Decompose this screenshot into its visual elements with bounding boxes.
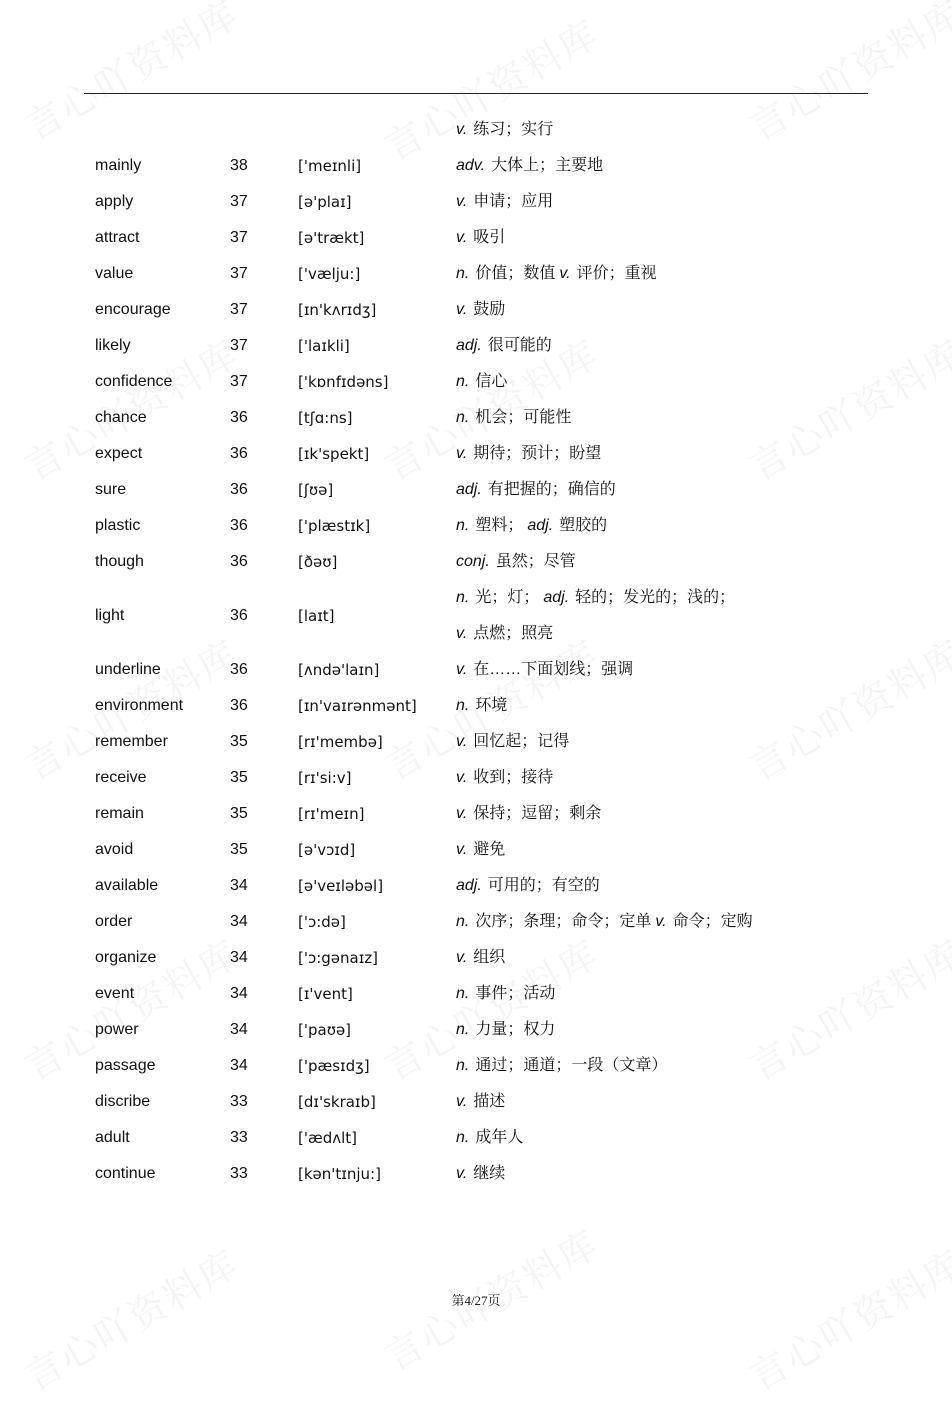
word-cell: chance	[95, 409, 147, 426]
part-of-speech: v.	[456, 733, 468, 750]
phonetic-cell: ['ædʌlt]	[298, 1129, 358, 1147]
phonetic-cell: [laɪt]	[298, 607, 335, 625]
table-row	[0, 976, 952, 1012]
table-row	[0, 832, 952, 868]
meaning: 回忆起；记得	[473, 733, 570, 750]
frequency-cell: 36	[230, 661, 248, 678]
meaning: 光；灯；	[475, 589, 540, 606]
definition-line	[456, 184, 553, 220]
word-cell: passage	[95, 1057, 156, 1074]
word-cell: likely	[95, 337, 131, 354]
frequency-cell: 33	[230, 1129, 248, 1146]
part-of-speech: n.	[456, 913, 470, 930]
part-of-speech: v.	[456, 769, 468, 786]
phonetic-cell: ['ɔ:də]	[298, 913, 346, 931]
part-of-speech: v.	[456, 625, 468, 642]
part-of-speech: adj.	[456, 877, 482, 894]
definition-line	[456, 292, 505, 328]
meaning: 可用的；有空的	[487, 877, 600, 894]
definition-cell	[456, 256, 657, 292]
definition-line	[456, 616, 553, 652]
table-row	[0, 760, 952, 796]
definition-cell	[456, 724, 569, 760]
word-cell: underline	[95, 661, 161, 678]
table-row	[0, 1048, 952, 1084]
part-of-speech: adv.	[456, 157, 486, 174]
part-of-speech: v.	[456, 193, 468, 210]
phonetic-cell: [tʃɑ:ns]	[298, 409, 353, 427]
table-row	[0, 580, 952, 652]
definition-line	[456, 976, 555, 1012]
table-row	[0, 328, 952, 364]
table-row	[0, 220, 952, 256]
part-of-speech: v.	[456, 445, 468, 462]
table-row	[0, 544, 952, 580]
meaning: 命令；定购	[672, 913, 753, 930]
phonetic-cell: ['vælju:]	[298, 265, 361, 283]
meaning: 轻的；发光的；浅的；	[575, 589, 736, 606]
definition-cell	[456, 760, 553, 796]
definition-cell	[456, 184, 553, 220]
part-of-speech: n.	[456, 697, 470, 714]
definition-line	[456, 220, 505, 256]
frequency-cell: 33	[230, 1093, 248, 1110]
table-row	[0, 436, 952, 472]
frequency-cell: 36	[230, 445, 248, 462]
table-row	[0, 904, 952, 940]
definition-cell	[456, 1012, 555, 1048]
meaning: 练习；实行	[473, 121, 554, 138]
word-cell: power	[95, 1021, 139, 1038]
definition-cell	[456, 832, 505, 868]
word-cell: confidence	[95, 373, 173, 390]
frequency-cell: 36	[230, 553, 248, 570]
phonetic-cell: ['paʊə]	[298, 1021, 352, 1039]
phonetic-cell: ['laɪkli]	[298, 337, 350, 355]
word-cell: event	[95, 985, 135, 1002]
table-row	[0, 724, 952, 760]
word-cell: adult	[95, 1129, 130, 1146]
phonetic-cell: [ɪn'kʌrɪdʒ]	[298, 301, 377, 319]
watermark-text	[737, 1234, 952, 1401]
phonetic-cell: [dɪ'skraɪb]	[298, 1093, 376, 1111]
definition-line	[456, 148, 603, 184]
word-cell: though	[95, 553, 144, 570]
frequency-cell: 37	[230, 193, 248, 210]
definition-cell	[456, 544, 576, 580]
definition-cell	[456, 400, 571, 436]
meaning: 保持；逗留；剩余	[473, 805, 602, 822]
frequency-cell: 36	[230, 697, 248, 714]
meaning: 事件；活动	[475, 985, 556, 1002]
definition-line	[456, 544, 576, 580]
meaning: 机会；可能性	[475, 409, 572, 426]
table-row	[0, 112, 952, 148]
part-of-speech: n.	[456, 589, 470, 606]
meaning: 力量；权力	[475, 1021, 556, 1038]
definition-cell	[456, 472, 616, 508]
phonetic-cell: [ɪ'vent]	[298, 985, 353, 1003]
phonetic-cell: [kən'tɪnju:]	[298, 1165, 381, 1183]
phonetic-cell: [ə'veɪləbəl]	[298, 877, 384, 895]
table-row	[0, 364, 952, 400]
word-cell: continue	[95, 1165, 156, 1182]
table-row	[0, 1156, 952, 1192]
part-of-speech: v.	[456, 301, 468, 318]
definition-line	[456, 760, 553, 796]
part-of-speech: v.	[655, 913, 667, 930]
meaning: 价值；数值	[475, 265, 556, 282]
part-of-speech: n.	[456, 373, 470, 390]
definition-line	[456, 832, 505, 868]
part-of-speech: adj.	[456, 481, 482, 498]
part-of-speech: n.	[456, 985, 470, 1002]
definition-line	[456, 580, 735, 616]
frequency-cell: 34	[230, 877, 248, 894]
frequency-cell: 37	[230, 301, 248, 318]
definition-line	[456, 796, 601, 832]
meaning: 塑胶的	[559, 517, 608, 534]
meaning: 大体上；主要地	[491, 157, 604, 174]
meaning: 评价；重视	[576, 265, 657, 282]
meaning: 有把握的；确信的	[487, 481, 616, 498]
definition-line	[456, 112, 553, 148]
meaning: 期待；预计；盼望	[473, 445, 602, 462]
table-row	[0, 508, 952, 544]
part-of-speech: v.	[456, 1165, 468, 1182]
part-of-speech: v.	[559, 265, 571, 282]
frequency-cell: 38	[230, 157, 248, 174]
phonetic-cell: ['plæstɪk]	[298, 517, 371, 535]
table-row	[0, 472, 952, 508]
meaning: 塑料；	[475, 517, 524, 534]
definition-line	[456, 1084, 505, 1120]
part-of-speech: adj.	[527, 517, 554, 534]
definition-cell	[456, 904, 753, 940]
meaning: 在……下面划线；强调	[473, 661, 634, 678]
definition-line	[456, 724, 569, 760]
definition-cell	[456, 364, 507, 400]
word-cell: value	[95, 265, 134, 282]
definition-cell	[456, 292, 505, 328]
definition-line	[456, 1120, 523, 1156]
table-row	[0, 796, 952, 832]
definition-cell	[456, 112, 553, 148]
word-cell: mainly	[95, 157, 142, 174]
definition-cell	[456, 508, 607, 544]
definition-cell	[456, 1120, 523, 1156]
phonetic-cell: [ə'vɔɪd]	[298, 841, 356, 859]
part-of-speech: n.	[456, 1021, 470, 1038]
word-cell: available	[95, 877, 159, 894]
table-row	[0, 868, 952, 904]
word-cell: encourage	[95, 301, 171, 318]
phonetic-cell: ['ɔ:gənaɪz]	[298, 949, 379, 967]
word-cell: order	[95, 913, 133, 930]
word-cell: expect	[95, 445, 143, 462]
part-of-speech: conj.	[456, 553, 490, 570]
definition-line	[456, 1156, 505, 1192]
phonetic-cell: [ə'plaɪ]	[298, 193, 352, 211]
frequency-cell: 35	[230, 805, 248, 822]
table-row	[0, 184, 952, 220]
definition-line	[456, 1012, 555, 1048]
definition-line	[456, 940, 505, 976]
definition-line	[456, 652, 633, 688]
phonetic-cell: [ɪn'vaɪrənmənt]	[298, 697, 417, 715]
definition-line	[456, 688, 507, 724]
definition-cell	[456, 328, 552, 364]
meaning: 避免	[473, 841, 506, 858]
frequency-cell: 36	[230, 607, 248, 624]
phonetic-cell: ['meɪnli]	[298, 157, 362, 175]
vocabulary-table	[0, 112, 952, 1192]
frequency-cell: 34	[230, 1021, 248, 1038]
frequency-cell: 36	[230, 481, 248, 498]
frequency-cell: 36	[230, 409, 248, 426]
part-of-speech: adj.	[456, 337, 482, 354]
definition-line	[456, 256, 657, 292]
frequency-cell: 36	[230, 517, 248, 534]
definition-line	[456, 1048, 667, 1084]
definition-cell	[456, 1048, 667, 1084]
phonetic-cell: [rɪ'meɪn]	[298, 805, 365, 823]
table-row	[0, 400, 952, 436]
definition-cell	[456, 220, 505, 256]
frequency-cell: 34	[230, 913, 248, 930]
definition-cell	[456, 1156, 505, 1192]
table-row	[0, 1120, 952, 1156]
part-of-speech: n.	[456, 517, 470, 534]
definition-line	[456, 508, 607, 544]
frequency-cell: 37	[230, 373, 248, 390]
phonetic-cell: ['pæsɪdʒ]	[298, 1057, 370, 1075]
table-row	[0, 1012, 952, 1048]
part-of-speech: v.	[456, 841, 468, 858]
frequency-cell: 33	[230, 1165, 248, 1182]
word-cell: remain	[95, 805, 144, 822]
frequency-cell: 35	[230, 769, 248, 786]
word-cell: light	[95, 607, 125, 624]
part-of-speech: adj.	[543, 589, 570, 606]
meaning: 点燃；照亮	[473, 625, 554, 642]
definition-cell	[456, 796, 601, 832]
frequency-cell: 37	[230, 229, 248, 246]
part-of-speech: v.	[456, 949, 468, 966]
meaning: 鼓励	[473, 301, 506, 318]
word-cell: remember	[95, 733, 168, 750]
header-rule	[84, 93, 868, 94]
part-of-speech: v.	[456, 121, 468, 138]
definition-line	[456, 472, 616, 508]
definition-cell	[456, 652, 633, 688]
definition-cell	[456, 436, 601, 472]
definition-cell	[456, 940, 505, 976]
meaning: 吸引	[473, 229, 506, 246]
word-cell: apply	[95, 193, 134, 210]
meaning: 描述	[473, 1093, 506, 1110]
word-cell: sure	[95, 481, 127, 498]
phonetic-cell: [ɪk'spekt]	[298, 445, 370, 463]
meaning: 成年人	[475, 1129, 524, 1146]
watermark-text	[12, 1234, 247, 1401]
part-of-speech: v.	[456, 1093, 468, 1110]
word-cell: receive	[95, 769, 147, 786]
word-cell: environment	[95, 697, 184, 714]
definition-line	[456, 904, 753, 940]
definition-cell	[456, 868, 600, 904]
table-row	[0, 256, 952, 292]
definition-line	[456, 436, 601, 472]
word-cell: discribe	[95, 1093, 151, 1110]
meaning: 很可能的	[487, 337, 552, 354]
word-cell: attract	[95, 229, 140, 246]
meaning: 继续	[473, 1165, 506, 1182]
word-cell: avoid	[95, 841, 134, 858]
frequency-cell: 37	[230, 265, 248, 282]
definition-line	[456, 400, 571, 436]
definition-line	[456, 328, 552, 364]
meaning: 环境	[475, 697, 508, 714]
table-row	[0, 688, 952, 724]
frequency-cell: 37	[230, 337, 248, 354]
phonetic-cell: [ə'trækt]	[298, 229, 365, 247]
frequency-cell: 34	[230, 949, 248, 966]
part-of-speech: v.	[456, 661, 468, 678]
table-row	[0, 940, 952, 976]
phonetic-cell: [rɪ'si:v]	[298, 769, 352, 787]
phonetic-cell: [rɪ'membə]	[298, 733, 383, 751]
page-number: 第4/27页	[451, 1293, 501, 1308]
definition-cell	[456, 580, 735, 652]
part-of-speech: n.	[456, 409, 470, 426]
meaning: 信心	[475, 373, 508, 390]
definition-cell	[456, 688, 507, 724]
meaning: 收到；接待	[473, 769, 554, 786]
frequency-cell: 35	[230, 733, 248, 750]
frequency-cell: 34	[230, 1057, 248, 1074]
frequency-cell: 34	[230, 985, 248, 1002]
definition-cell	[456, 148, 603, 184]
table-row	[0, 1084, 952, 1120]
meaning: 次序；条理；命令；定单	[475, 913, 652, 930]
phonetic-cell: [ʃʊə]	[298, 481, 334, 499]
phonetic-cell: [ðəʊ]	[298, 553, 338, 571]
meaning: 虽然；尽管	[495, 553, 576, 570]
table-row	[0, 148, 952, 184]
part-of-speech: v.	[456, 805, 468, 822]
table-row	[0, 652, 952, 688]
part-of-speech: v.	[456, 229, 468, 246]
word-cell: organize	[95, 949, 157, 966]
definition-cell	[456, 976, 555, 1012]
definition-line	[456, 868, 600, 904]
meaning: 通过；通道；一段（文章）	[475, 1057, 668, 1074]
definition-line	[456, 364, 507, 400]
word-cell: plastic	[95, 517, 141, 534]
table-row	[0, 292, 952, 328]
phonetic-cell: ['kɒnfɪdəns]	[298, 373, 389, 391]
phonetic-cell: [ʌndə'laɪn]	[298, 661, 380, 679]
meaning: 组织	[473, 949, 506, 966]
frequency-cell: 35	[230, 841, 248, 858]
part-of-speech: n.	[456, 1129, 470, 1146]
part-of-speech: n.	[456, 265, 470, 282]
part-of-speech: n.	[456, 1057, 470, 1074]
definition-cell	[456, 1084, 505, 1120]
meaning: 申请；应用	[473, 193, 554, 210]
